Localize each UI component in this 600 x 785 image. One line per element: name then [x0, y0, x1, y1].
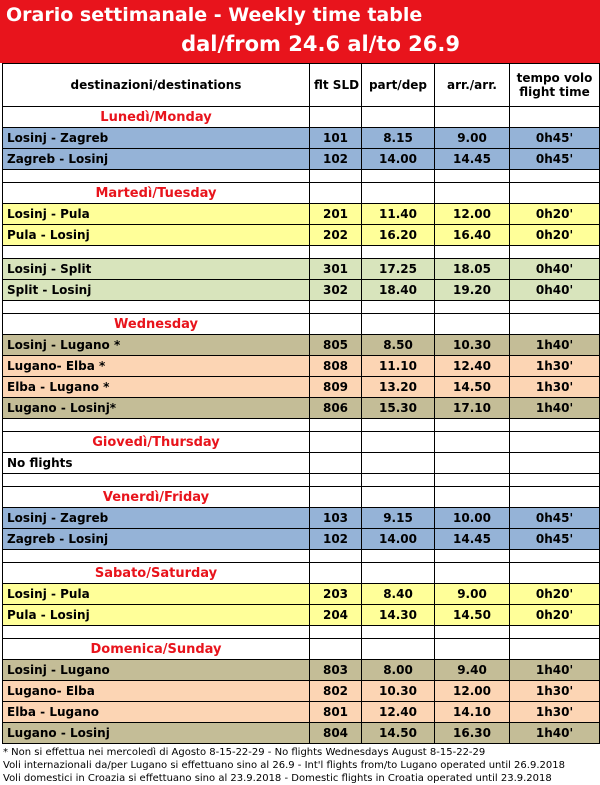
spacer-row	[3, 419, 600, 432]
arr-time: 10.00	[435, 508, 510, 529]
table-row	[3, 529, 600, 550]
dep-time: 12.40	[362, 702, 435, 723]
route: Elba - Lugano	[3, 702, 310, 723]
route: Zagreb - Losinj	[3, 529, 310, 550]
table-row	[3, 128, 600, 149]
table-row	[3, 660, 600, 681]
route: Elba - Lugano *	[3, 377, 310, 398]
arr-time: 9.00	[435, 584, 510, 605]
spacer-row	[3, 474, 600, 487]
day-row-thursday	[3, 432, 600, 453]
flight-time: 1h30'	[510, 681, 600, 702]
header-flight-time: tempo volo flight time	[510, 64, 600, 107]
route: Losinj - Split	[3, 259, 310, 280]
header-dep: part/dep	[362, 64, 435, 107]
flight-number: 301	[310, 259, 362, 280]
route: Losinj - Lugano	[3, 660, 310, 681]
arr-time: 9.40	[435, 660, 510, 681]
flight-time: 1h40'	[510, 335, 600, 356]
flight-time: 1h30'	[510, 356, 600, 377]
day-label: Domenica/Sunday	[3, 639, 310, 660]
dep-time: 17.25	[362, 259, 435, 280]
header-arr: arr./arr.	[435, 64, 510, 107]
route: Lugano - Losinj	[3, 723, 310, 744]
spacer-row	[3, 626, 600, 639]
table-row	[3, 508, 600, 529]
dep-time: 14.30	[362, 605, 435, 626]
day-row-monday	[3, 107, 600, 128]
dep-time: 9.15	[362, 508, 435, 529]
route: Losinj - Zagreb	[3, 128, 310, 149]
day-row-saturday	[3, 563, 600, 584]
arr-time: 12.00	[435, 204, 510, 225]
flight-number: 802	[310, 681, 362, 702]
flight-number: 803	[310, 660, 362, 681]
route: Split - Losinj	[3, 280, 310, 301]
day-label: Sabato/Saturday	[3, 563, 310, 584]
table-row	[3, 702, 600, 723]
flight-time: 0h20'	[510, 584, 600, 605]
arr-time: 14.50	[435, 605, 510, 626]
arr-time: 14.50	[435, 377, 510, 398]
flight-time: 1h40'	[510, 660, 600, 681]
dep-time: 11.10	[362, 356, 435, 377]
table-row	[3, 335, 600, 356]
flight-number: 808	[310, 356, 362, 377]
arr-time: 14.45	[435, 529, 510, 550]
title-banner	[0, 0, 600, 63]
dep-time: 15.30	[362, 398, 435, 419]
header-flight: flt SLD	[310, 64, 362, 107]
flight-number: 204	[310, 605, 362, 626]
flight-number: 202	[310, 225, 362, 246]
day-row-tuesday	[3, 183, 600, 204]
day-label: Wednesday	[3, 314, 310, 335]
title-line-1: Orario settimanale - Weekly time table	[6, 4, 423, 26]
arr-time: 12.40	[435, 356, 510, 377]
route: Lugano- Elba	[3, 681, 310, 702]
route: Zagreb - Losinj	[3, 149, 310, 170]
flight-time: 0h40'	[510, 259, 600, 280]
flight-number: 801	[310, 702, 362, 723]
footnote-3: Voli domestici in Croazia si effettuano sino al 23.9.2018 - Domestic flights in Croatia operated until 23.9.2018	[3, 773, 552, 784]
flight-number: 804	[310, 723, 362, 744]
table-row	[3, 280, 600, 301]
arr-time: 18.05	[435, 259, 510, 280]
table-row	[3, 723, 600, 744]
header-destinations: destinazioni/destinations	[3, 64, 310, 107]
route: Losinj - Lugano *	[3, 335, 310, 356]
flight-number: 809	[310, 377, 362, 398]
no-flights-label: No flights	[3, 453, 310, 474]
arr-time: 14.45	[435, 149, 510, 170]
route: Pula - Losinj	[3, 605, 310, 626]
flight-time: 1h40'	[510, 723, 600, 744]
arr-time: 16.30	[435, 723, 510, 744]
day-label: Giovedì/Thursday	[3, 432, 310, 453]
flight-time: 1h30'	[510, 702, 600, 723]
timetable	[2, 63, 600, 744]
title-line-2: dal/from 24.6 al/to 26.9	[181, 32, 460, 56]
header-row	[3, 64, 600, 107]
spacer-row	[3, 246, 600, 259]
route: Pula - Losinj	[3, 225, 310, 246]
flight-number: 201	[310, 204, 362, 225]
arr-time: 10.30	[435, 335, 510, 356]
day-label: Venerdì/Friday	[3, 487, 310, 508]
flight-number: 203	[310, 584, 362, 605]
arr-time: 9.00	[435, 128, 510, 149]
flight-time: 0h20'	[510, 204, 600, 225]
dep-time: 14.00	[362, 149, 435, 170]
table-row	[3, 377, 600, 398]
spacer-row	[3, 550, 600, 563]
flight-time: 1h30'	[510, 377, 600, 398]
dep-time: 11.40	[362, 204, 435, 225]
flight-time: 0h20'	[510, 225, 600, 246]
route: Lugano- Elba *	[3, 356, 310, 377]
table-row	[3, 149, 600, 170]
dep-time: 8.15	[362, 128, 435, 149]
arr-time: 12.00	[435, 681, 510, 702]
day-row-friday	[3, 487, 600, 508]
spacer-row	[3, 301, 600, 314]
table-row	[3, 259, 600, 280]
flight-number: 103	[310, 508, 362, 529]
day-label: Martedì/Tuesday	[3, 183, 310, 204]
flight-number: 806	[310, 398, 362, 419]
dep-time: 18.40	[362, 280, 435, 301]
flight-time: 0h45'	[510, 508, 600, 529]
arr-time: 17.10	[435, 398, 510, 419]
flight-number: 102	[310, 149, 362, 170]
route: Lugano - Losinj*	[3, 398, 310, 419]
flight-number: 302	[310, 280, 362, 301]
table-row	[3, 225, 600, 246]
flight-time: 0h40'	[510, 280, 600, 301]
table-row	[3, 204, 600, 225]
table-row	[3, 356, 600, 377]
dep-time: 8.50	[362, 335, 435, 356]
route: Losinj - Pula	[3, 584, 310, 605]
spacer-row	[3, 170, 600, 183]
table-row	[3, 681, 600, 702]
flight-number: 102	[310, 529, 362, 550]
dep-time: 16.20	[362, 225, 435, 246]
dep-time: 14.50	[362, 723, 435, 744]
flight-time: 0h20'	[510, 605, 600, 626]
flight-time: 0h45'	[510, 149, 600, 170]
footnote-2: Voli internazionali da/per Lugano si effettuano sino al 26.9 - Int'l flights from/to Lugano operated until 26.9.2018	[3, 760, 565, 771]
flight-number: 805	[310, 335, 362, 356]
no-flights-row	[3, 453, 600, 474]
dep-time: 14.00	[362, 529, 435, 550]
dep-time: 10.30	[362, 681, 435, 702]
dep-time: 13.20	[362, 377, 435, 398]
dep-time: 8.40	[362, 584, 435, 605]
dep-time: 8.00	[362, 660, 435, 681]
route: Losinj - Zagreb	[3, 508, 310, 529]
arr-time: 14.10	[435, 702, 510, 723]
flight-time: 1h40'	[510, 398, 600, 419]
flight-time: 0h45'	[510, 128, 600, 149]
day-row-sunday	[3, 639, 600, 660]
arr-time: 16.40	[435, 225, 510, 246]
flight-number: 101	[310, 128, 362, 149]
table-row	[3, 398, 600, 419]
table-row	[3, 584, 600, 605]
footnotes	[3, 746, 600, 785]
flight-time: 0h45'	[510, 529, 600, 550]
route: Losinj - Pula	[3, 204, 310, 225]
arr-time: 19.20	[435, 280, 510, 301]
day-row-wednesday	[3, 314, 600, 335]
day-label: Lunedì/Monday	[3, 107, 310, 128]
table-row	[3, 605, 600, 626]
footnote-1: * Non si effettua nei mercoledì di Agosto 8-15-22-29 - No flights Wednesdays August 8-15-22-29	[3, 747, 486, 758]
